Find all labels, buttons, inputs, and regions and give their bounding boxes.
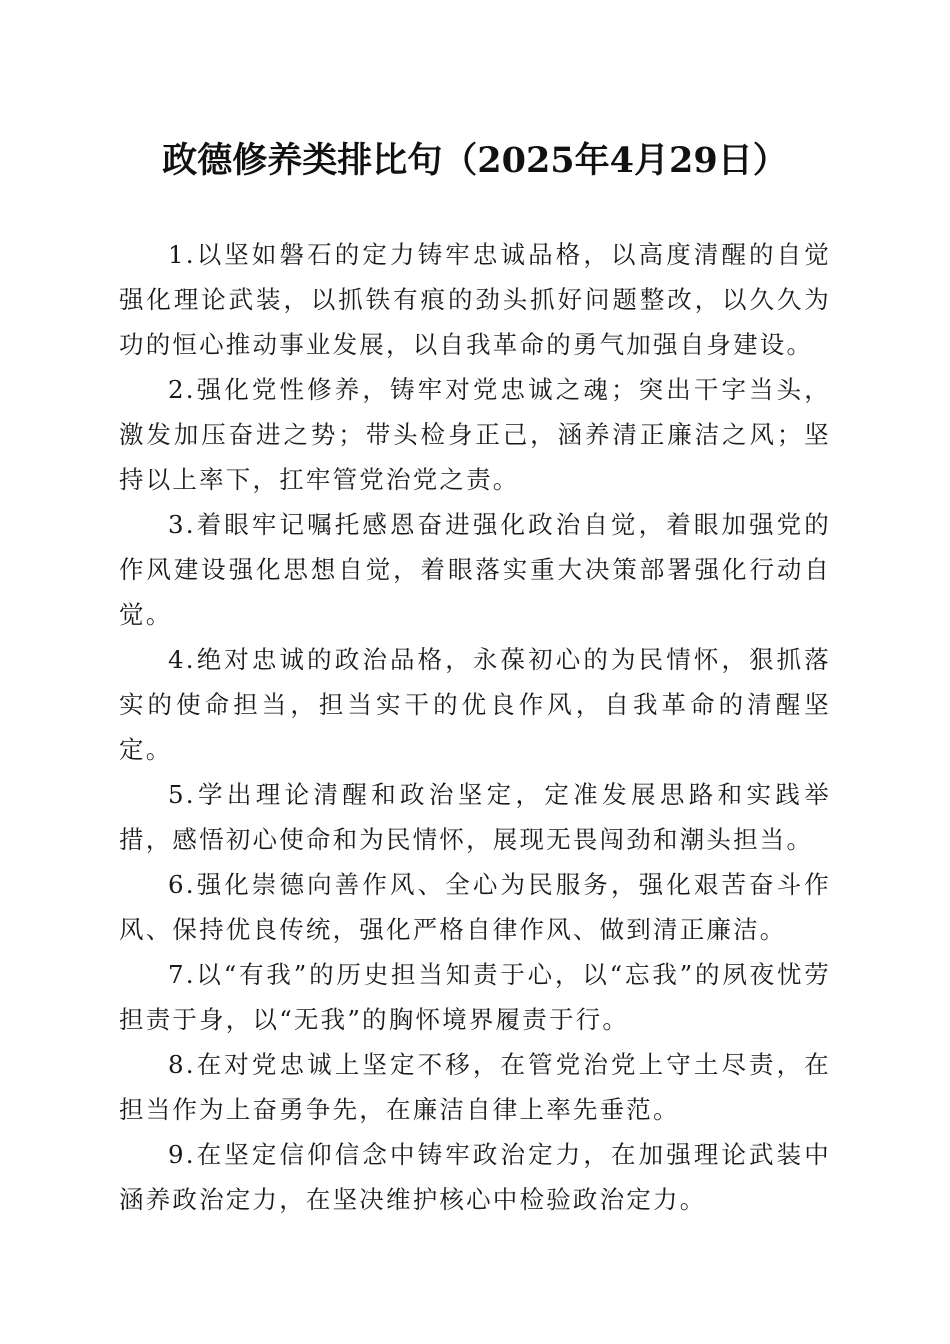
paragraph-8: 8.在对党忠诚上坚定不移，在管党治党上守土尽责，在担当作为上奋勇争先，在廉洁自律上率先垂范。 <box>119 1050 831 1124</box>
paragraph-3: 3.着眼牢记嘱托感恩奋进强化政治自觉，着眼加强党的作风建设强化思想自觉，着眼落实重大决策部署强化行动自觉。 <box>119 510 831 629</box>
document-body <box>119 232 831 1222</box>
paragraph-9: 9.在坚定信仰信念中铸牢政治定力，在加强理论武装中涵养政治定力，在坚决维护核心中检验政治定力。 <box>119 1140 831 1214</box>
paragraph-1: 1.以坚如磐石的定力铸牢忠诚品格，以高度清醒的自觉强化理论武装，以抓铁有痕的劲头抓好问题整改，以久久为功的恒心推动事业发展，以自我革命的勇气加强自身建设。 <box>119 240 831 359</box>
paragraph-2: 2.强化党性修养，铸牢对党忠诚之魂；突出干字当头，激发加压奋进之势；带头检身正己，涵养清正廉洁之风；坚持以上率下，扛牢管党治党之责。 <box>119 375 831 494</box>
paragraph-4: 4.绝对忠诚的政治品格，永葆初心的为民情怀，狠抓落实的使命担当，担当实干的优良作风，自我革命的清醒坚定。 <box>119 645 831 764</box>
document-title: 政德修养类排比句（2025年4月29日） <box>162 140 788 181</box>
paragraph-5: 5.学出理论清醒和政治坚定，定准发展思路和实践举措，感悟初心使命和为民情怀，展现无畏闯劲和潮头担当。 <box>119 780 831 854</box>
paragraph-7: 7.以“有我”的历史担当知责于心，以“忘我”的夙夜忧劳担责于身，以“无我”的胸怀境界履责于行。 <box>119 960 831 1034</box>
paragraph-6: 6.强化崇德向善作风、全心为民服务，强化艰苦奋斗作风、保持优良传统，强化严格自律作风、做到清正廉洁。 <box>119 870 831 944</box>
